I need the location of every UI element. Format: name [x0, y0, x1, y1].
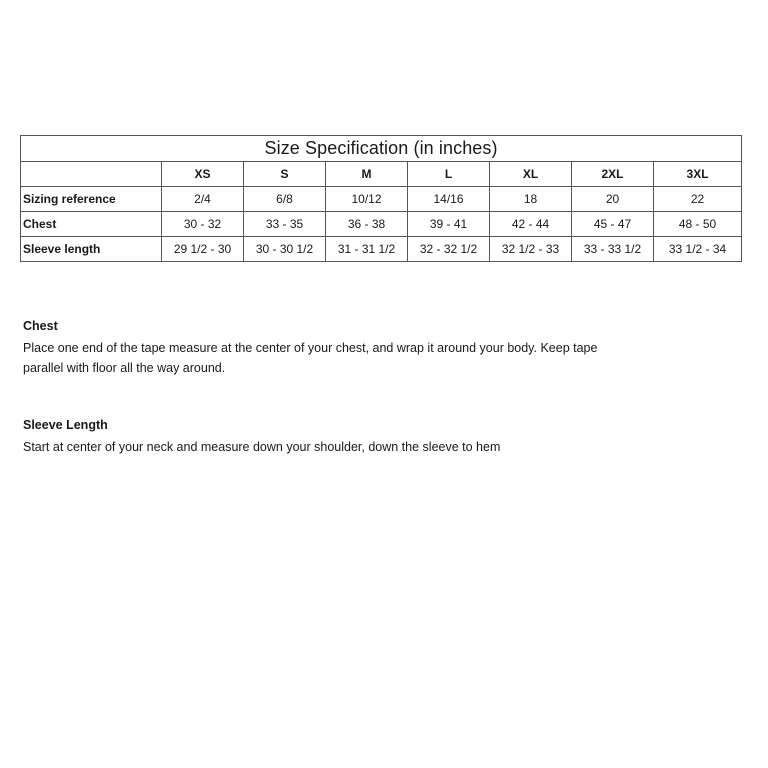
header-empty-cell — [21, 162, 162, 187]
chest-measure-note — [23, 316, 723, 378]
size-specification-table — [20, 135, 742, 262]
table-cell: 14/16 — [408, 187, 490, 212]
size-header: XS — [162, 162, 244, 187]
table-cell: 39 - 41 — [408, 212, 490, 237]
table-cell: 22 — [654, 187, 742, 212]
table-header-row — [21, 162, 742, 187]
table-cell: 30 - 32 — [162, 212, 244, 237]
sleeve-note-line-1: Start at center of your neck and measure down your shoulder, down the sleeve to hem — [23, 440, 501, 454]
table-title-row — [21, 136, 742, 162]
table-row — [21, 212, 742, 237]
chest-note-line-1: Place one end of the tape measure at the center of your chest, and wrap it around your body. Keep tape — [23, 341, 598, 355]
table-cell: 42 - 44 — [490, 212, 572, 237]
row-label: Sizing reference — [21, 187, 162, 212]
table-cell: 30 - 30 1/2 — [244, 237, 326, 262]
table-cell: 29 1/2 - 30 — [162, 237, 244, 262]
table-cell: 32 1/2 - 33 — [490, 237, 572, 262]
size-header: S — [244, 162, 326, 187]
row-label: Sleeve length — [21, 237, 162, 262]
sleeve-length-note — [23, 415, 723, 457]
size-header: M — [326, 162, 408, 187]
table-cell: 10/12 — [326, 187, 408, 212]
table-cell: 33 - 33 1/2 — [572, 237, 654, 262]
table-cell: 45 - 47 — [572, 212, 654, 237]
table-cell: 18 — [490, 187, 572, 212]
table-cell: 33 - 35 — [244, 212, 326, 237]
chest-note-line-2: parallel with floor all the way around. — [23, 361, 226, 375]
table-cell: 31 - 31 1/2 — [326, 237, 408, 262]
table-row — [21, 187, 742, 212]
table-cell: 2/4 — [162, 187, 244, 212]
table-row — [21, 237, 742, 262]
sleeve-note-heading: Sleeve Length — [23, 418, 108, 432]
chest-note-heading: Chest — [23, 319, 58, 333]
table-cell: 6/8 — [244, 187, 326, 212]
row-label: Chest — [21, 212, 162, 237]
table-cell: 36 - 38 — [326, 212, 408, 237]
size-header: 2XL — [572, 162, 654, 187]
table-cell: 48 - 50 — [654, 212, 742, 237]
table-cell: 33 1/2 - 34 — [654, 237, 742, 262]
table-title: Size Specification (in inches) — [21, 136, 742, 162]
table-cell: 32 - 32 1/2 — [408, 237, 490, 262]
size-header: 3XL — [654, 162, 742, 187]
size-header: L — [408, 162, 490, 187]
size-header: XL — [490, 162, 572, 187]
table-cell: 20 — [572, 187, 654, 212]
